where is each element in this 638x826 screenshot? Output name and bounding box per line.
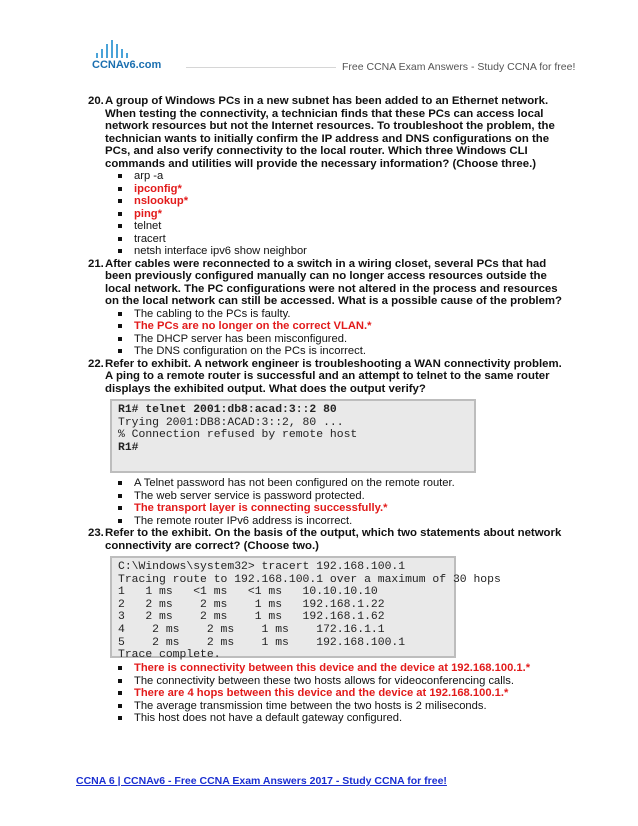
exhibit-line: Trying 2001:DB8:ACAD:3::2, 80 ... xyxy=(118,416,344,429)
exhibit-line: C:\Windows\system32> tracert 192.168.100.1 xyxy=(118,561,406,573)
answer-option-correct: There are 4 hops between this device and the device at 192.168.100.1.* xyxy=(118,687,568,700)
answer-option-correct: There is connectivity between this device and the device at 192.168.100.1.* xyxy=(118,662,568,675)
exhibit-line: % Connection refused by remote host xyxy=(118,429,358,442)
exhibit-line: 2 2 ms 2 ms 1 ms 192.168.1.22 xyxy=(118,598,385,611)
answer-option-correct: The PCs are no longer on the correct VLAN.* xyxy=(118,320,568,333)
answer-option: The connectivity between these two hosts allows for videoconferencing calls. xyxy=(118,675,568,688)
bullet-icon xyxy=(118,237,122,241)
question-text: Refer to the exhibit. On the basis of the output, which two statements about network connectivity are correct? (Choose two.) xyxy=(105,527,562,552)
exhibit-line: Trace complete. xyxy=(118,649,221,662)
footer-link[interactable]: CCNA 6 | CCNAv6 - Free CCNA Exam Answers 2017 - Study CCNA for free! xyxy=(76,775,447,787)
answer-option: A Telnet password has not been configured on the remote router. xyxy=(118,477,568,490)
bullet-icon xyxy=(118,481,122,485)
header-tagline: Free CCNA Exam Answers - Study CCNA for free! xyxy=(342,61,576,73)
page-header xyxy=(0,0,638,82)
answer-option: telnet xyxy=(118,220,568,233)
answer-option: tracert xyxy=(118,233,568,246)
bullet-icon xyxy=(118,666,122,670)
logo-text: CCNAv6.com xyxy=(92,59,162,71)
question-22 xyxy=(88,358,568,528)
exhibit-line: 4 2 ms 2 ms 1 ms 172.16.1.1 xyxy=(118,623,385,636)
bullet-icon xyxy=(118,249,122,253)
logo-bars-icon xyxy=(96,40,128,58)
answer-option-correct: ipconfig* xyxy=(118,183,568,196)
bullet-icon xyxy=(118,212,122,216)
question-number: 21. xyxy=(88,257,104,270)
answer-option: The average transmission time between the two hosts is 2 miliseconds. xyxy=(118,700,568,713)
answer-option: The web server service is password protected. xyxy=(118,490,568,503)
exhibit-terminal xyxy=(110,556,501,662)
exhibit-line: 3 2 ms 2 ms 1 ms 192.168.1.62 xyxy=(118,611,385,624)
question-text: A group of Windows PCs in a new subnet has been added to an Ethernet network. When testing the connectivity, a technician finds that these PCs can access local network resources but not the Internet resources. To troubleshoot the problem, the technician wants to initially confirm the IP address and DNS configurations on the PCs, and also verify connectivity to the local router. Which three Windows CLI commands and utilities will provide the necessary information? (Choose three.) xyxy=(105,95,555,170)
answer-options xyxy=(88,308,568,358)
bullet-icon xyxy=(118,199,122,203)
question-list xyxy=(88,95,568,725)
bullet-icon xyxy=(118,494,122,498)
answer-option: This host does not have a default gateway configured. xyxy=(118,712,568,725)
question-number: 23. xyxy=(88,527,104,539)
answer-options xyxy=(88,662,568,725)
answer-option: The DNS configuration on the PCs is incorrect. xyxy=(118,345,568,358)
bullet-icon xyxy=(118,691,122,695)
bullet-icon xyxy=(118,312,122,316)
exhibit-line: Tracing route to 192.168.100.1 over a maximum of 30 hops xyxy=(118,573,501,586)
exhibit-line: 1 1 ms <1 ms <1 ms 10.10.10.10 xyxy=(118,586,378,599)
answer-options xyxy=(88,170,568,258)
bullet-icon xyxy=(118,337,122,341)
bullet-icon xyxy=(118,704,122,708)
answer-option: The remote router IPv6 address is incorrect. xyxy=(118,515,568,528)
question-23 xyxy=(88,527,568,725)
answer-options xyxy=(88,477,568,527)
question-21 xyxy=(88,258,568,358)
bullet-icon xyxy=(118,187,122,191)
bullet-icon xyxy=(118,506,122,510)
exhibit-line: 5 2 ms 2 ms 1 ms 192.168.100.1 xyxy=(118,636,406,649)
bullet-icon xyxy=(118,324,122,328)
bullet-icon xyxy=(118,519,122,523)
header-divider xyxy=(186,67,336,68)
question-number: 22. xyxy=(88,357,104,370)
bullet-icon xyxy=(118,349,122,353)
answer-option: arp -a xyxy=(118,170,568,183)
question-20 xyxy=(88,95,568,258)
exhibit-line: R1# telnet 2001:db8:acad:3::2 80 xyxy=(118,404,337,416)
answer-option-correct: nslookup* xyxy=(118,195,568,208)
bullet-icon xyxy=(118,679,122,683)
answer-option: netsh interface ipv6 show neighbor xyxy=(118,245,568,258)
answer-option-correct: The transport layer is connecting successfully.* xyxy=(118,502,568,515)
question-number: 20. xyxy=(88,95,104,107)
bullet-icon xyxy=(118,224,122,228)
answer-option: The cabling to the PCs is faulty. xyxy=(118,308,568,321)
bullet-icon xyxy=(118,174,122,178)
exhibit-line: R1# xyxy=(118,441,139,454)
exhibit-terminal xyxy=(110,399,476,473)
answer-option: The DHCP server has been misconfigured. xyxy=(118,333,568,346)
question-text: Refer to exhibit. A network engineer is troubleshooting a WAN connectivity problem. A ping to a remote router is successful and an attempt to telnet to the same router displays the exhibited output. What does the output verify? xyxy=(105,357,562,395)
question-text: After cables were reconnected to a switch in a wiring closet, several PCs that had been previously configured manually can no longer access resources outside the local network. The PC configurations were not altered in the process and resources on the local network can still be accessed. What is a possible cause of the problem? xyxy=(105,257,563,307)
bullet-icon xyxy=(118,716,122,720)
answer-option-correct: ping* xyxy=(118,208,568,221)
site-logo[interactable] xyxy=(92,40,172,74)
